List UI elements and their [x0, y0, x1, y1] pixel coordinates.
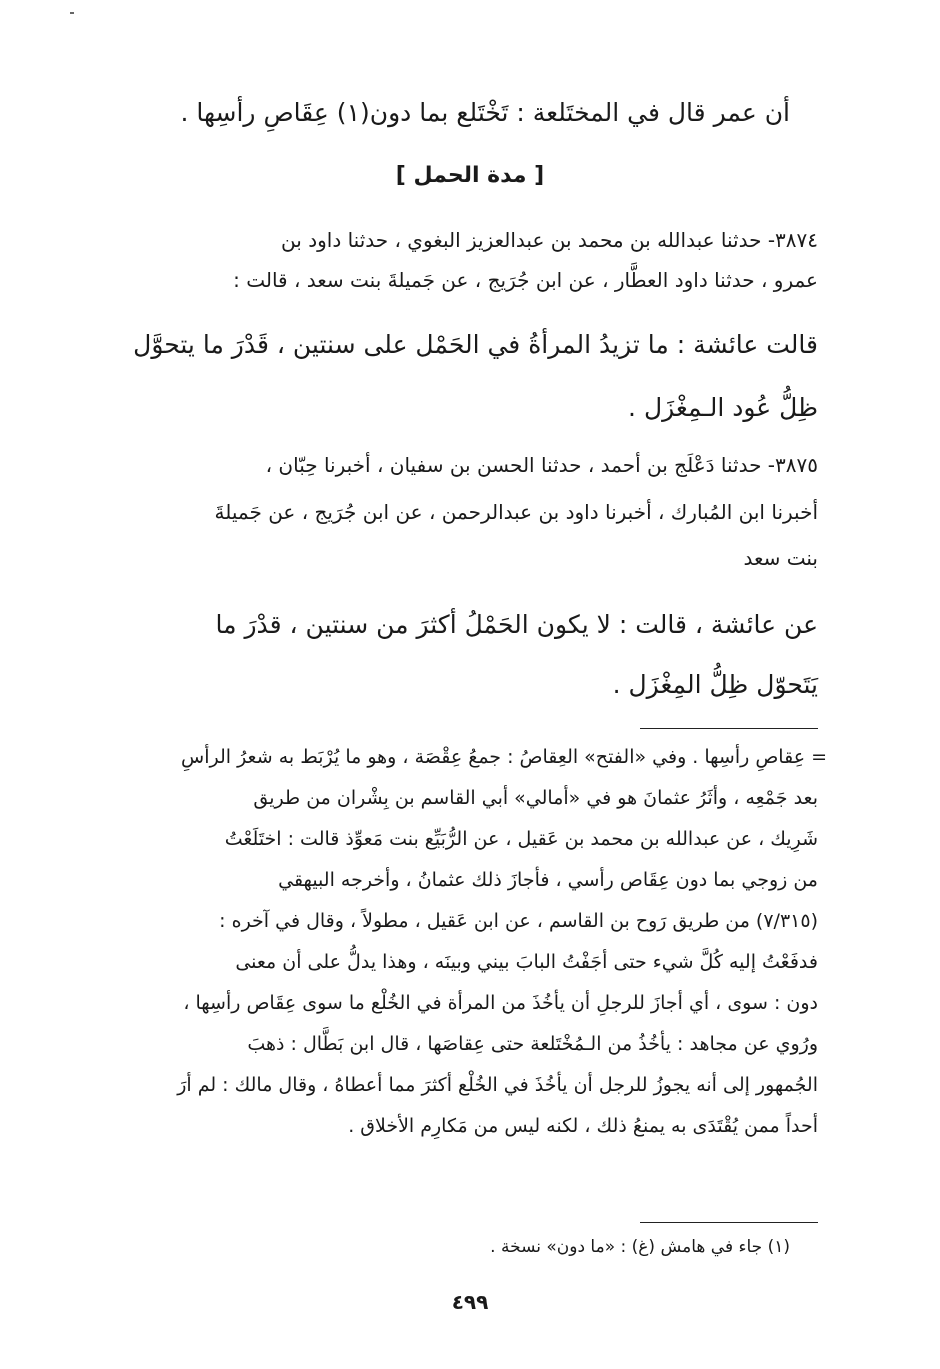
hadith-3875-matn-line-2: يَتَحوّل ظِلُّ المِغْزَل .: [612, 670, 818, 699]
commentary-line-4: من زوجي بما دون عِقَاص رأسي ، فأجازَ ذلك عثمانُ ، وأخرجه البيهقي: [278, 869, 818, 891]
commentary-separator: [640, 728, 818, 729]
commentary-line-10: أحداً ممن يُقْتَدَى به يمنعُ ذلك ، لكنه ليس من مَكارِم الأخلاق .: [348, 1115, 818, 1137]
section-heading: [ مدة الحمل ]: [395, 163, 545, 188]
commentary-line-7: دون : سوى ، أي أجازَ للرجلِ أن يأخُذَ من المرأة في الخُلْع ما سوى عِقَاص رأسِها ،: [183, 992, 818, 1014]
hadith-3874-isnad-line-2: عمرو ، حدثنا داود العطَّار ، عن ابن جُرَيج ، عن جَميلةَ بنت سعد ، قالت :: [233, 268, 818, 292]
commentary-line-1: = عِقاصِ رأسِها . وفي «الفتح» العِقاصُ : جمعُ عِقْصَة ، وهو ما يُرْبَط به شعرُ الرأسِ: [181, 746, 827, 768]
hadith-3874-matn-line-2: ظِلُّ عُود الـمِغْزَل .: [628, 393, 818, 422]
hadith-3874-isnad-line-1: ٣٨٧٤- حدثنا عبدالله بن محمد بن عبدالعزيز البغوي ، حدثنا داود بن: [281, 228, 818, 252]
footnote: (١) جاء في هامش (غ) : «ما دون» نسخة .: [490, 1237, 790, 1257]
footnote-separator: [640, 1222, 818, 1223]
hadith-3875-isnad-line-1: ٣٨٧٥- حدثنا دَعْلَج بن أحمد ، حدثنا الحسن بن سفيان ، أخبرنا حِبّان ،: [265, 453, 818, 477]
hadith-3874-matn-line-1: قالت عائشة : ما تزيدُ المرأةُ في الحَمْل على سنتين ، قَدْرَ ما يتحوَّل: [133, 330, 818, 359]
hadith-3875-matn-line-1: عن عائشة ، قالت : لا يكون الحَمْلُ أكثرَ من سنتين ، قدْرَ ما: [215, 610, 818, 639]
hadith-3875-isnad-line-2: أخبرنا ابن المُبارك ، أخبرنا داود بن عبدالرحمن ، عن ابن جُرَيج ، عن جَميلةَ: [214, 500, 818, 524]
commentary-line-6: فدفَعْتُ إليه كُلَّ شيء حتى أجَفْتُ البابَ بيني وبينَه ، وهذا يدلُّ على أن معنى: [235, 951, 818, 973]
commentary-line-8: ورُوي عن مجاهد : يأخُذُ من الـمُخْتَلعة حتى عِقاصَها ، قال ابن بَطَّال : ذهبَ: [247, 1033, 818, 1055]
opening-line: أن عمر قال في المختَلعة : تَخْتَلع بما دون(١) عِقَاصِ رأسِها .: [180, 98, 790, 127]
hadith-3875-isnad-line-3: بنت سعد: [743, 546, 818, 570]
scan-speck: [70, 12, 74, 14]
page-number: ٤٩٩: [451, 1290, 489, 1314]
commentary-line-5: (٧/٣١٥) من طريق رَوح بن القاسم ، عن ابن عَقيل ، مطولاً ، وقال في آخره :: [219, 910, 818, 932]
commentary-line-9: الجُمهور إلى أنه يجوزُ للرجل أن يأخُذَ في الخُلْع أكثرَ مما أعطاهُ ، وقال مالك : لم أرَ: [177, 1074, 818, 1096]
commentary-line-3: شَرِيك ، عن عبدالله بن محمد بن عَقيل ، عن الرُّبَيِّع بنت مَعوِّذ قالت : اختَلَعْتُ: [224, 828, 818, 850]
commentary-line-2: بعد جَمْعِه ، وأثَرُ عثمانَ هو في «أمالي» أبي القاسم بن بِشْران من طريق: [253, 787, 818, 809]
